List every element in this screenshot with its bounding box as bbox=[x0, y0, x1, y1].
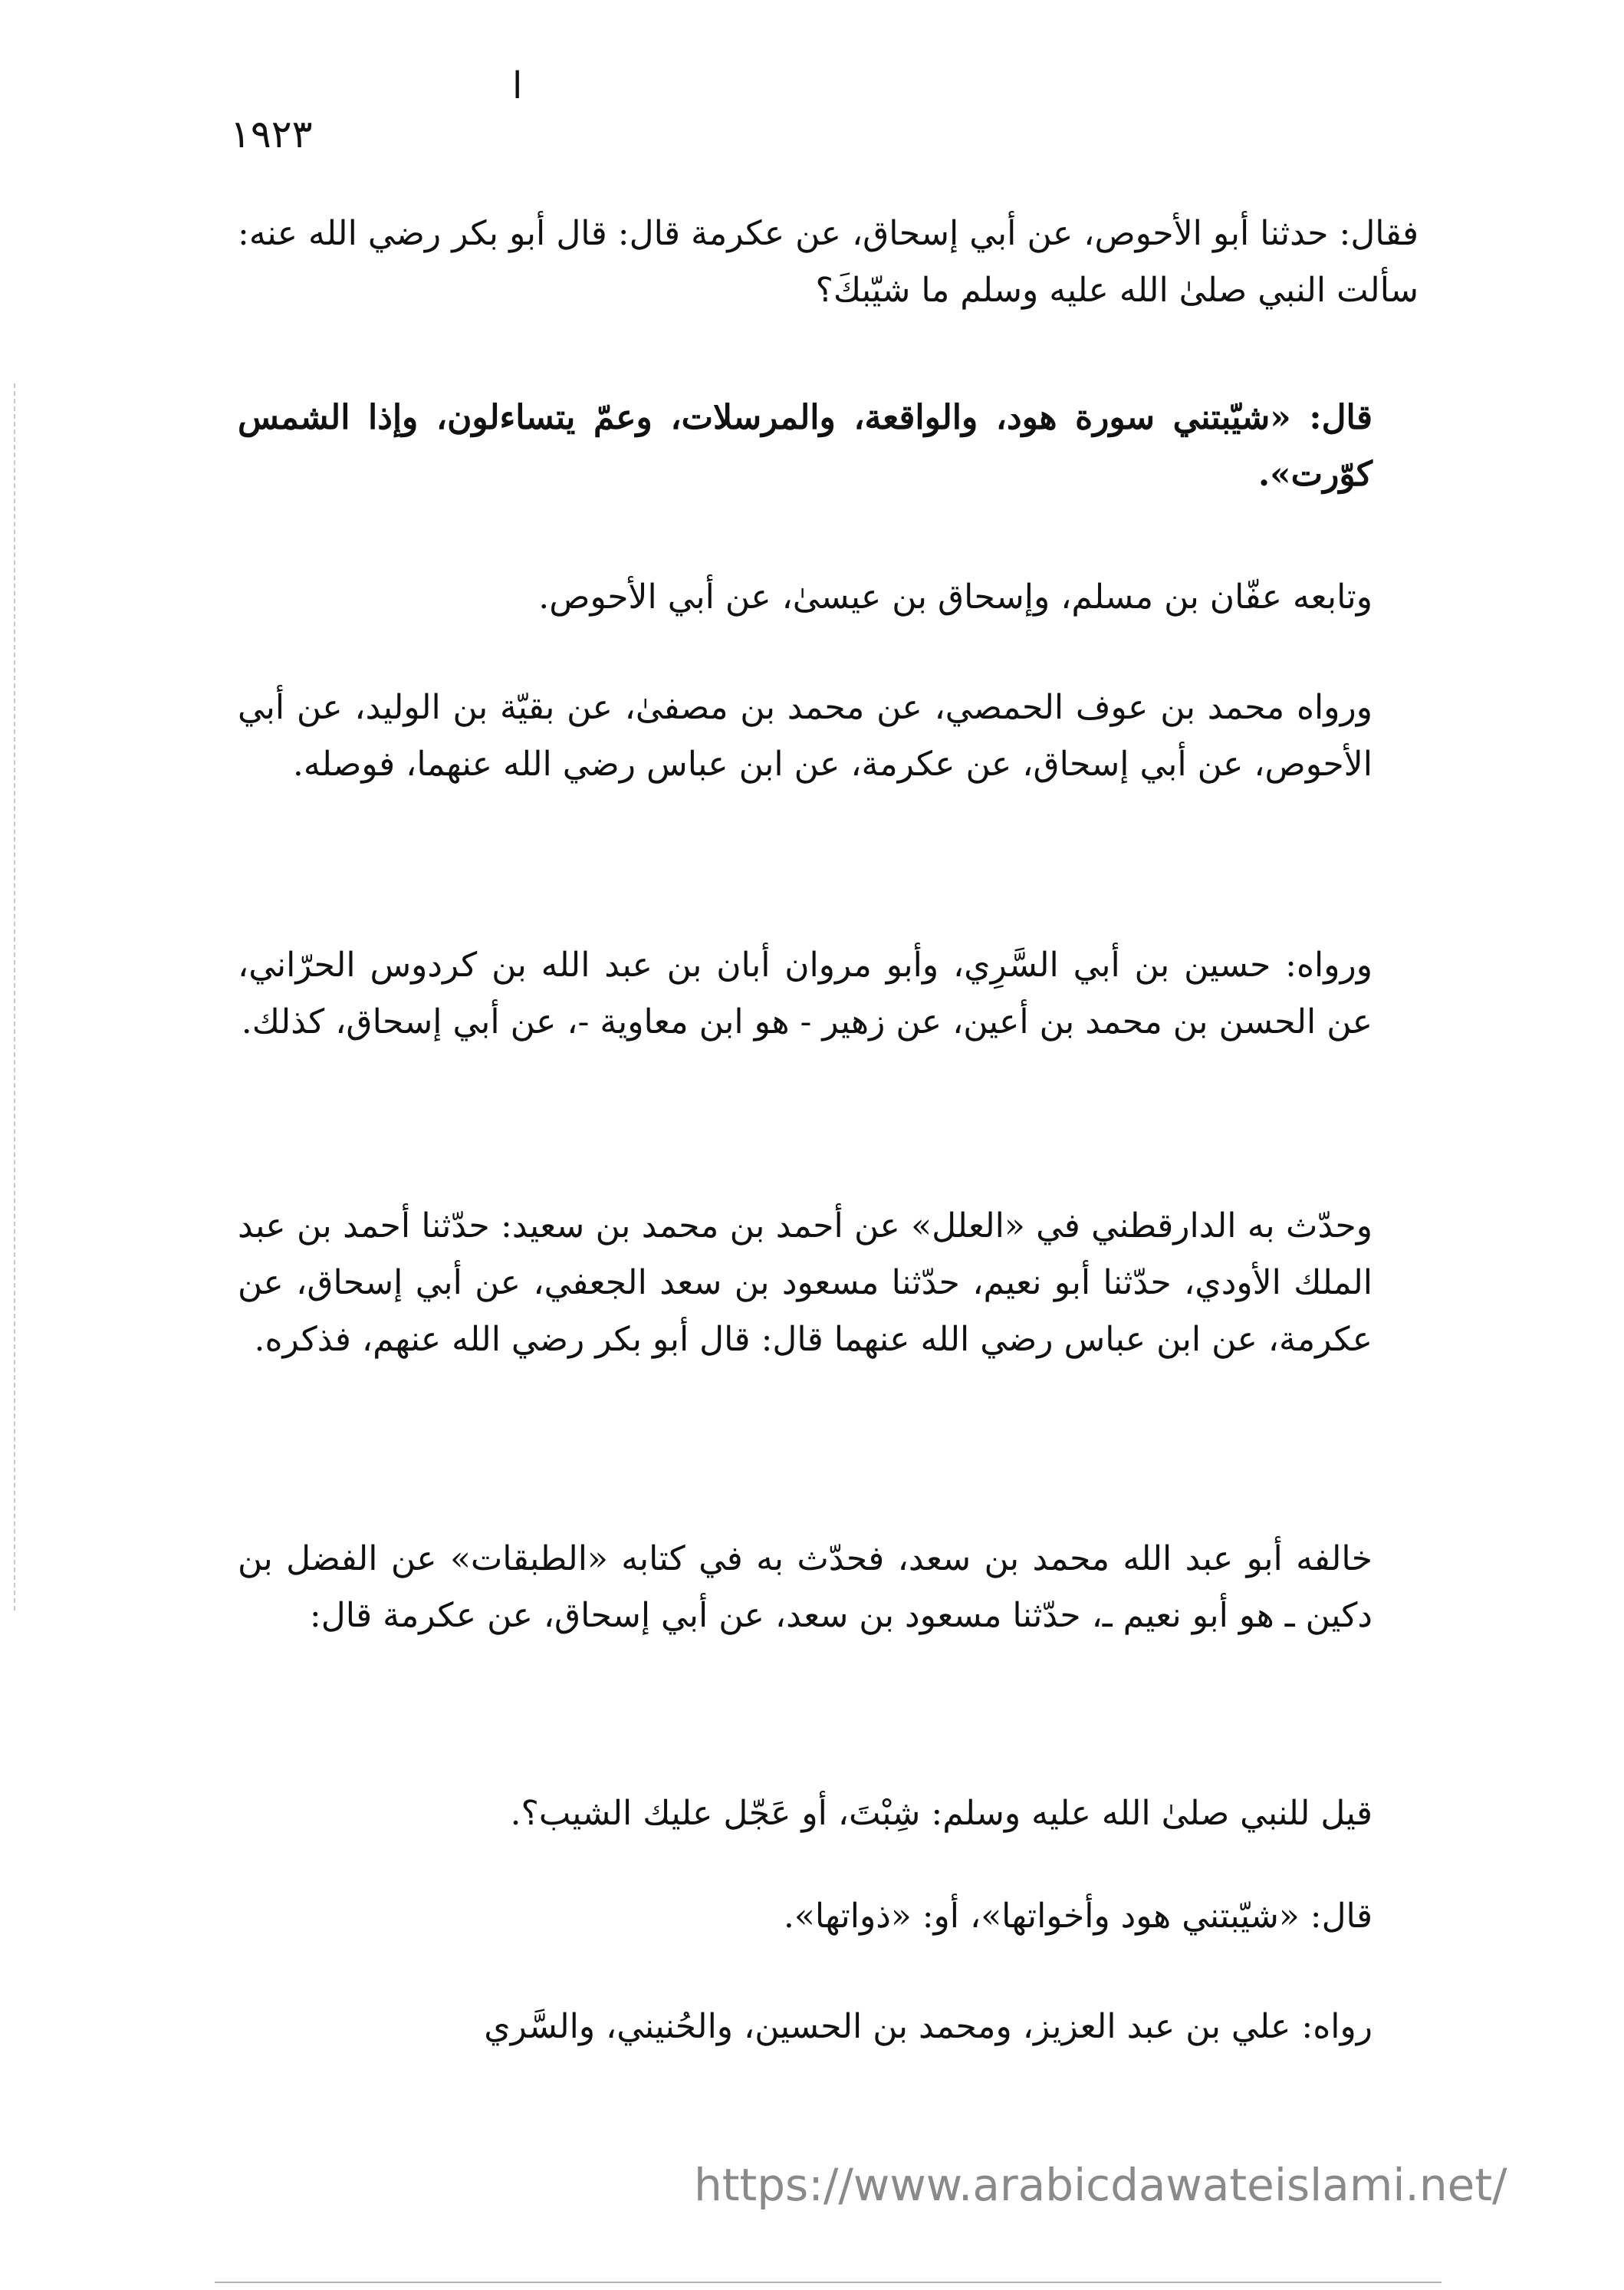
paragraph-1-text: فقال: حدثنا أبو الأحوص، عن أبي إسحاق، عن عكرمة قال: قال أبو بكر رضي الله عنه: سألت النبي صلىٰ الله عليه وسلم ما شيّبكَ؟ bbox=[238, 214, 1419, 310]
paragraph-3 bbox=[238, 569, 1419, 626]
scan-edge-line bbox=[14, 383, 15, 1611]
paragraph-4-text: ورواه محمد بن عوف الحمصي، عن محمد بن مصفىٰ، عن بقيّة بن الوليد، عن أبي الأحوص، عن أبي إسحاق، عن عكرمة، عن ابن عباس رضي الله عنهما، فوصله. bbox=[238, 688, 1373, 784]
paragraph-8 bbox=[238, 1785, 1419, 1842]
paragraph-8-text: قيل للنبي صلىٰ الله عليه وسلم: شِبْتَ، أو عَجّل عليك الشيب؟. bbox=[510, 1794, 1373, 1833]
paragraph-2 bbox=[238, 390, 1419, 503]
paragraph-4 bbox=[238, 679, 1419, 793]
bottom-edge-line bbox=[215, 2282, 1442, 2283]
paragraph-5-text: ورواه: حسين بن أبي السَّرِي، وأبو مروان أبان بن عبد الله بن كردوس الحرّاني، عن الحسن بن محمد بن أعين، عن زهير - هو ابن معاوية -، عن أبي إسحاق، كذلك. bbox=[238, 946, 1373, 1041]
paragraph-3-text: وتابعه عفّان بن مسلم، وإسحاق بن عيسىٰ، عن أبي الأحوص. bbox=[538, 577, 1373, 617]
top-mark: ا bbox=[512, 64, 523, 107]
page-number: ١٩٢٣ bbox=[230, 112, 313, 156]
paragraph-2-text: قال: «شيّبتني سورة هود، والواقعة، والمرسلات، وعمّ يتساءلون، وإذا الشمس كوّرت». bbox=[238, 398, 1373, 494]
paragraph-10 bbox=[238, 1999, 1419, 2055]
paragraph-9 bbox=[238, 1888, 1419, 1945]
paragraph-7-text: خالفه أبو عبد الله محمد بن سعد، فحدّث به في كتابه «الطبقات» عن الفضل بن دكين ـ هو أبو نعيم ـ، حدّثنا مسعود بن سعد، عن أبي إسحاق، عن عكرمة قال: bbox=[238, 1539, 1373, 1635]
paragraph-6-text: وحدّث به الدارقطني في «العلل» عن أحمد بن محمد بن سعيد: حدّثنا أحمد بن عبد الملك الأودي، حدّثنا أبو نعيم، حدّثنا مسعود بن سعد الجعفي، عن أبي إسحاق، عن عكرمة، عن ابن عباس رضي الله عنهما قال: قال أبو بكر رضي الله عنهم، فذكره. bbox=[238, 1206, 1373, 1359]
paragraph-6 bbox=[238, 1198, 1419, 1368]
paragraph-5 bbox=[238, 937, 1419, 1051]
watermark-url: https://www.arabicdawateislami.net/ bbox=[694, 2159, 1507, 2211]
paragraph-10-text: رواه: علي بن عبد العزيز، ومحمد بن الحسين، والحُنيني، والسَّري bbox=[484, 2007, 1373, 2046]
paragraph-7 bbox=[238, 1531, 1419, 1644]
paragraph-9-text: قال: «شيّبتني هود وأخواتها»، أو: «ذواتها». bbox=[783, 1897, 1373, 1936]
paragraph-1 bbox=[238, 206, 1419, 319]
